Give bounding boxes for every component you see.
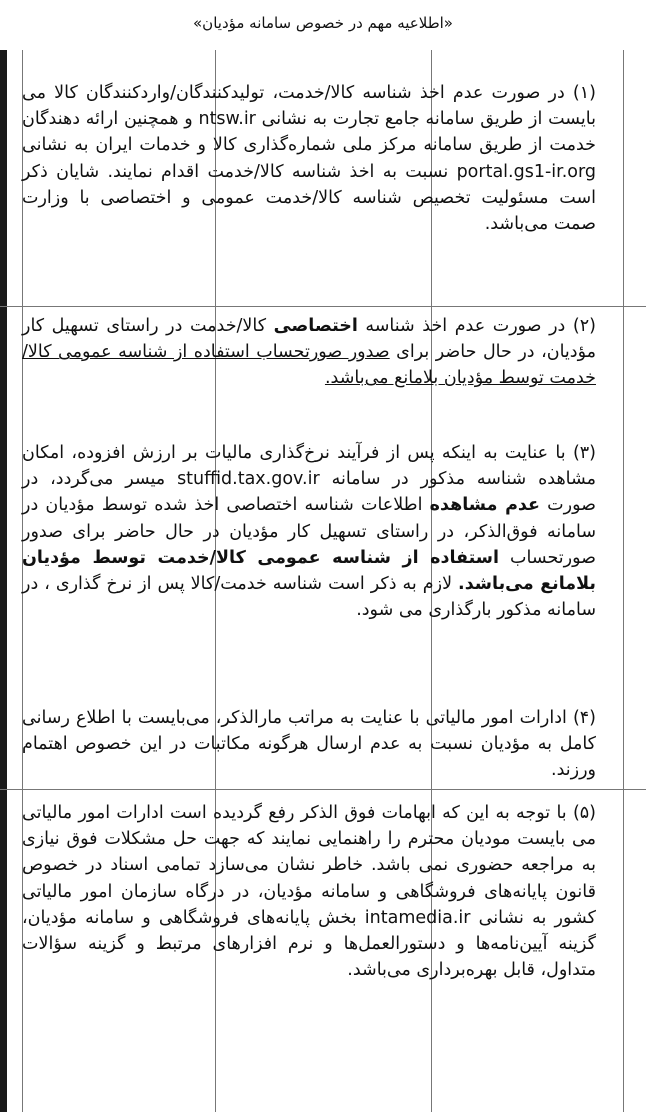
grid-line-h2 [0, 789, 646, 790]
section-4-text: ادارات امور مالیاتی با عنایت به مراتب مارالذکر، می‌بایست با اطلاع رسانی کامل به مؤدیان نسبت به عدم ارسال هرگونه مکاتبات در این خصوص اهتمام ورزند. [22, 708, 596, 781]
section-2-underlined: صدور صورتحساب استفاده از شناسه عمومی کالا/خدمت توسط مؤدیان بلامانع می‌باشد. [22, 342, 596, 389]
section-2 [22, 313, 596, 392]
section-1 [22, 80, 596, 237]
section-3 [22, 440, 596, 623]
section-3-bold-2: استفاده از شناسه عمومی کالا/خدمت توسط مؤدیان بلامانع می‌باشد. [22, 547, 597, 595]
section-4-number: (۴) [572, 708, 596, 728]
section-2-text-b: کالا/خدمت در راستای تسهیل کار مؤدیان، در حال حاضر برای [22, 316, 596, 363]
section-2-bold: اختصاصی [273, 316, 358, 336]
section-3-number: (۳) [572, 443, 596, 463]
section-2-number: (۲) [572, 316, 596, 336]
section-3-text-b: اطلاعات شناسه اختصاصی اخذ شده توسط مؤدیان در سامانه فوق‌الذکر، در راستای تسهیل کار مؤدیان در حال حاضر برای صدور صورتحساب [22, 495, 596, 568]
grid-line-v4 [623, 50, 624, 1112]
content-frame [0, 50, 646, 1112]
section-5-number: (۵) [572, 803, 596, 823]
left-edge-bar [0, 50, 7, 1112]
grid-line-h1 [0, 306, 646, 307]
section-4 [22, 705, 596, 784]
section-3-text-a: با عنایت به اینکه پس از فرآیند نرخ‌گذاری مالیات بر ارزش افزوده، امکان مشاهده شناسه مذکور در سامانه stuffid.tax.gov.ir میسر می‌گردد، در صورت [22, 443, 596, 516]
announcement-title: «اطلاعیه مهم در خصوص سامانه مؤدیان» [193, 14, 453, 32]
section-2-text-a: در صورت عدم اخذ شناسه [357, 316, 566, 336]
section-1-number: (۱) [572, 83, 596, 103]
section-5 [22, 800, 596, 983]
section-3-bold-1: عدم مشاهده [429, 495, 540, 516]
section-5-text: با توجه به این که ابهامات فوق الذکر رفع گردیده است ادارات امور مالیاتی می بایست مودیان محترم را راهنمایی نمایند که جهت حل مشکلات فوق نیازی به مراجعه حضوری نمی باشد. خاطر نشان می‌سازد تمامی اسناد در خصوص قانون پایانه‌های فروشگاهی و سامانه مؤدیان، در درگاه سازمان امور مالیاتی کشور به نشانی intamedia.ir بخش پایانه‌های فروشگاهی و سامانه مؤدیان، گزینه آیین‌نامه‌ها و دستورالعمل‌ها و نرم افزارهای مرتبط و گزینه سؤالات متداول، قابل بهره‌برداری می‌باشد. [22, 803, 596, 981]
section-1-text: در صورت عدم اخذ شناسه کالا/خدمت، تولیدکنندگان/واردکنندگان کالا می بایست از طریق سامانه جامع تجارت به نشانی ntsw.ir و همچنین ارائه دهندگان خدمت از طریق سامانه مرکز ملی شماره‌گذاری کالا و خدمات ایران به نشانی portal.gs1-ir.org نسبت به اخذ شناسه کالا/خدمت اقدام نمایند. شایان ذکر است مسئولیت تخصیص شناسه کالا/خدمت عمومی و اختصاصی با وزارت صمت می‌باشد. [22, 83, 596, 235]
section-3-text-c: لازم به ذکر است شناسه خدمت/کالا پس از نرخ گذاری ، در سامانه مذکور بارگذاری می شود. [22, 574, 596, 621]
